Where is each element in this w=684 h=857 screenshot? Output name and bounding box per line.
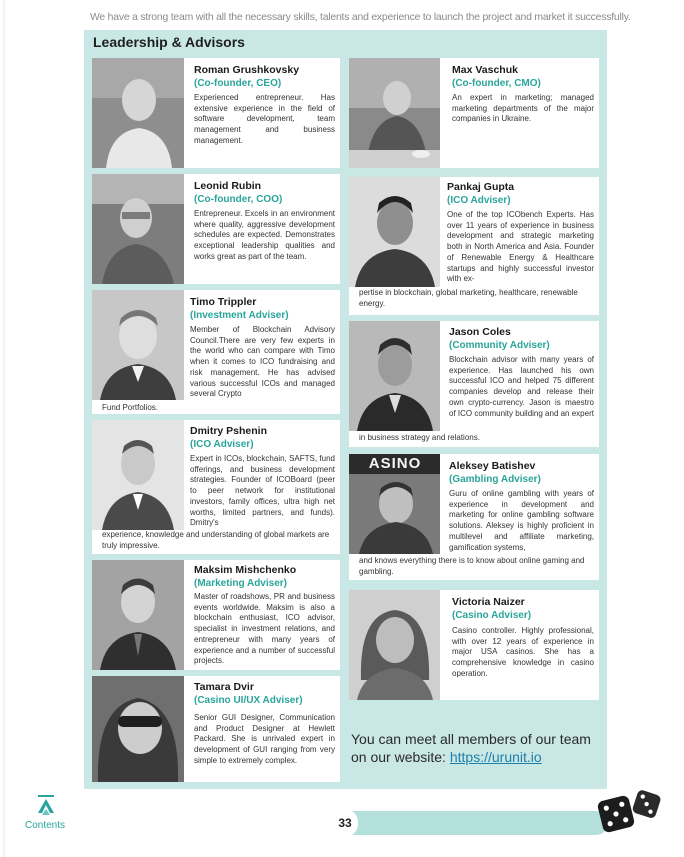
member-photo-dmitry — [92, 420, 184, 530]
member-role-maksim: (Marketing Adviser) — [194, 578, 287, 589]
member-desc-aleksey-continued: and knows everything there is to know about online gaming and gambling. — [359, 556, 585, 576]
member-photo-roman — [92, 58, 184, 168]
member-photo-leonid — [92, 174, 184, 284]
member-name-dmitry: Dmitry Pshenin — [190, 425, 268, 437]
member-role-dmitry: (ICO Adviser) — [190, 439, 254, 450]
member-name-max: Max Vaschuk — [452, 64, 518, 76]
member-role-leonid: (Co-founder, COO) — [194, 194, 283, 205]
member-photo-timo — [92, 290, 184, 400]
footer-bar — [338, 811, 608, 835]
member-photo-tamara — [92, 676, 184, 782]
page-tagline: We have a strong team with all the necessary skills, talents and experience to launch the project and market it successfully. — [90, 12, 631, 23]
page-edge — [3, 0, 5, 857]
website-link[interactable]: https://urunit.io — [449, 749, 542, 765]
member-role-victoria: (Casino Adviser) — [452, 610, 532, 621]
member-photo-victoria — [349, 590, 440, 700]
member-role-pankaj: (ICO Adviser) — [447, 195, 511, 206]
member-name-roman: Roman Grushkovsky — [194, 64, 300, 76]
member-name-leonid: Leonid Rubin — [194, 180, 262, 192]
member-desc-pankaj: One of the top ICObench Experts. Has over 11 years of experience in business development and strategic marketing both in North America and Asia. Founder of Renewable Energy & Healthcare startups and highly successful investor with ex- — [447, 210, 594, 284]
member-name-pankaj: Pankaj Gupta — [447, 181, 515, 193]
member-name-tamara: Tamara Dvir — [194, 681, 254, 693]
page-number: 33 — [338, 816, 352, 830]
meet-team-sentence: You can meet all members of our team on our website: — [351, 731, 591, 765]
member-role-timo: (Investment Adviser) — [190, 310, 289, 321]
member-desc-pankaj-continued: pertise in blockchain, global marketing, healthcare, renewable energy. — [359, 288, 578, 308]
member-name-aleksey: Aleksey Batishev — [449, 460, 536, 472]
contents-icon[interactable] — [36, 795, 56, 817]
member-photo-pankaj — [349, 177, 440, 287]
member-role-tamara: (Casino UI/UX Adviser) — [194, 695, 303, 706]
member-name-jason: Jason Coles — [449, 326, 511, 338]
member-desc-jason: Blockchain advisor with many years of experience. Has launched his own successful ICO and helped 75 different companies develop and release their own crypto-currency. Jason is maestro of ICO community building and an expert — [449, 355, 594, 418]
member-desc-jason-continued: in business strategy and relations. — [359, 433, 480, 442]
contents-link[interactable]: Contents — [25, 820, 66, 831]
member-desc-victoria: Casino controller. Highly professional, with over 12 years of experience in major USA casinos. She has a comprehensive knowledge in casino operation. — [452, 626, 594, 678]
member-desc-max: An expert in marketing; managed marketing departments of the major companies in Ukraine. — [452, 93, 594, 124]
member-role-jason: (Community Adviser) — [449, 340, 550, 351]
dice-icon — [596, 788, 662, 834]
member-role-aleksey: (Gambling Adviser) — [449, 474, 541, 485]
member-desc-timo-continued: Fund Portfolios. — [102, 403, 159, 412]
photo-sign-text: ASINO — [368, 455, 422, 472]
member-photo-jason — [349, 321, 440, 431]
member-desc-leonid: Entrepreneur. Excels in an environment where quality, aggressive development schedules are expected. Demonstrates exceptional leadership qualities and works great as part of the team. — [194, 209, 335, 261]
member-desc-roman: Experienced entrepreneur. Has extensive experience in the field of software development, team management and business management. — [194, 93, 335, 145]
member-desc-tamara: Senior GUI Designer, Communication and Product Designer at Hewlett Packard. She is unrivaled expert in development of GUI ranging from very simple to extremely complex. — [194, 713, 335, 765]
member-desc-maksim: Master of roadshows, PR and business events worldwide. Maksim is also a blockchain enthusiast, ICO advisor, specialist in investment relations, and entrepreneur with many years of experience and a number of successful projects. — [194, 592, 335, 666]
member-photo-max — [349, 58, 440, 168]
member-desc-dmitry: Expert in ICOs, blockchain, SAFTS, fund offerings, and business development strategies. Founder of ICOBoard (peer to peer network for institutional investors, family offices, ultra high net worths, limited partners, and funds). Dmitry's — [190, 454, 335, 528]
member-role-roman: (Co-founder, CEO) — [194, 78, 282, 89]
section-title: Leadership & Advisors — [93, 34, 245, 50]
member-name-maksim: Maksim Mishchenko — [194, 564, 297, 576]
member-role-max: (Co-founder, CMO) — [452, 78, 541, 89]
member-desc-aleksey: Guru of online gambling with years of experience in development and marketing for online gambling software solutions. Aleksey is highly proficient in multilevel and affiliate marketing, gamification systems, — [449, 489, 594, 552]
member-photo-maksim — [92, 560, 184, 670]
member-name-victoria: Victoria Naizer — [452, 596, 525, 608]
member-name-timo: Timo Trippler — [190, 296, 257, 308]
member-desc-dmitry-continued: experience, knowledge and understanding of global markets are truly impressive. — [102, 530, 330, 550]
meet-team-text — [351, 730, 606, 766]
member-desc-timo: Member of Blockchain Advisory Council.There are very few experts in the world who can compare with Timo when it comes to ICO fundraising and risk management. He has advised various successful ICOs and managed several Crypto — [190, 325, 335, 399]
